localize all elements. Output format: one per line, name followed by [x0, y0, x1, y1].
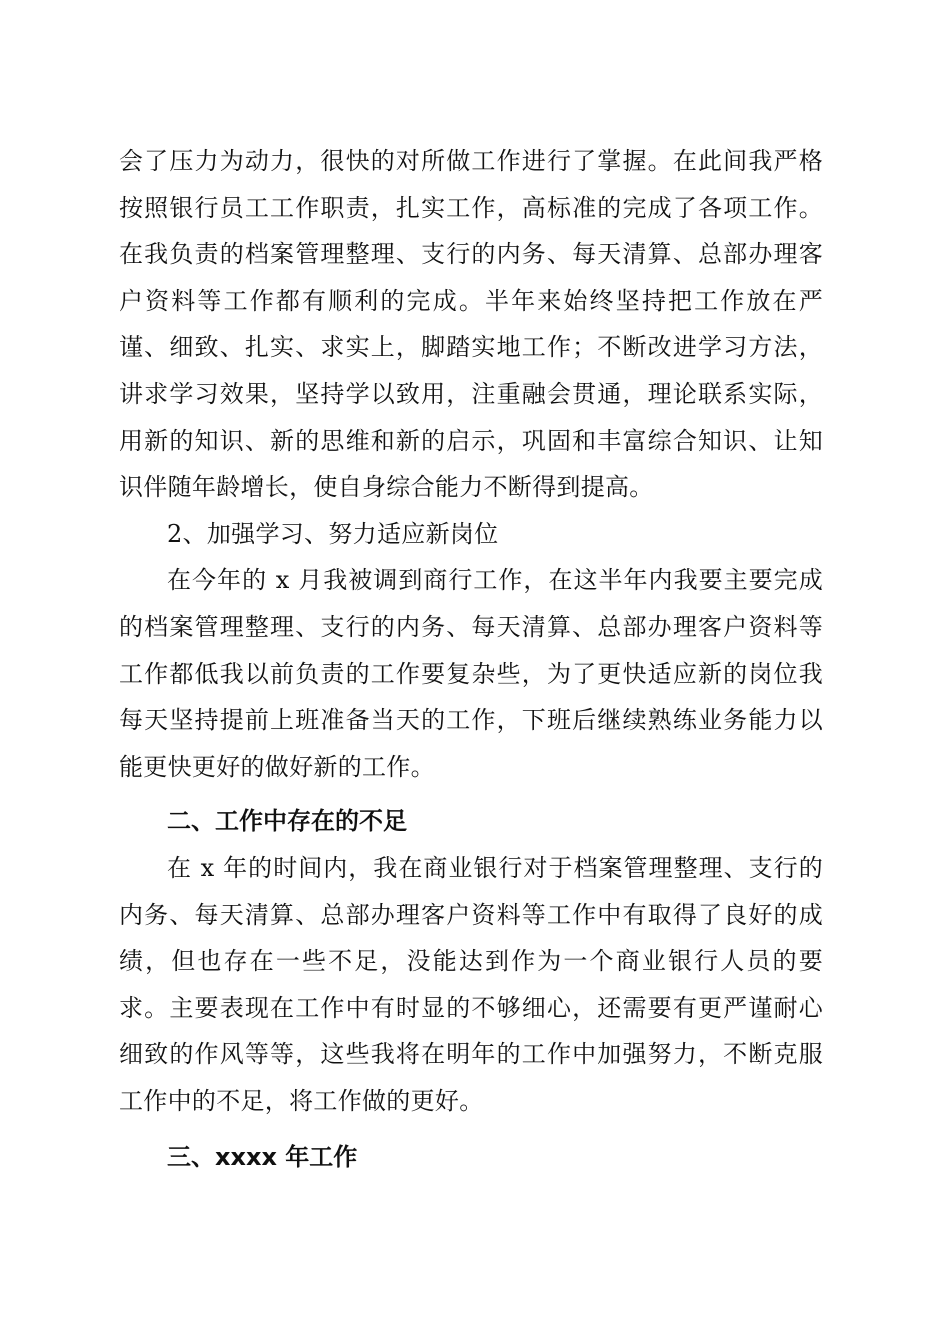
paragraph-work-mastery: 会了压力为动力，很快的对所做工作进行了掌握。在此间我严格按照银行员工工作职责，扎实工作，高标准的完成了各项工作。在我负责的档案管理整理、支行的内务、每天清算、总部办理客户资料等工作都有顺利的完成。半年来始终坚持把工作放在严谨、细致、扎实、求实上，脚踏实地工作；不断改进学习方法，讲求学习效果，坚持学以致用，注重融会贯通，理论联系实际，用新的知识、新的思维和新的启示，巩固和丰富综合知识、让知识伴随年龄增长，使自身综合能力不断得到提高。 — [119, 147, 823, 502]
paragraph-shortcomings: 在 x 年的时间内，我在商业银行对于档案管理整理、支行的内务、每天清算、总部办理客户资料等工作中有取得了良好的成绩，但也存在一些不足，没能达到作为一个商业银行人员的要求。主要表现在工作中有时显的不够细心，还需要有更严谨耐心细致的作风等等，这些我将在明年的工作中加强努力，不断克服工作中的不足，将工作做的更好。 — [119, 853, 823, 1115]
subheading-learning: 2、加强学习、努力适应新岗位 — [167, 519, 499, 548]
document-body — [119, 138, 823, 1181]
heading-next-year-work: 三、xxxx 年工作 — [167, 1143, 358, 1172]
heading-shortcomings: 二、工作中存在的不足 — [167, 807, 407, 836]
paragraph-new-position: 在今年的 x 月我被调到商行工作，在这半年内我要主要完成的档案管理整理、支行的内务、每天清算、总部办理客户资料等工作都低我以前负责的工作要复杂些，为了更快适应新的岗位我每天坚持提前上班准备当天的工作，下班后继续熟练业务能力以能更快更好的做好新的工作。 — [119, 566, 823, 781]
